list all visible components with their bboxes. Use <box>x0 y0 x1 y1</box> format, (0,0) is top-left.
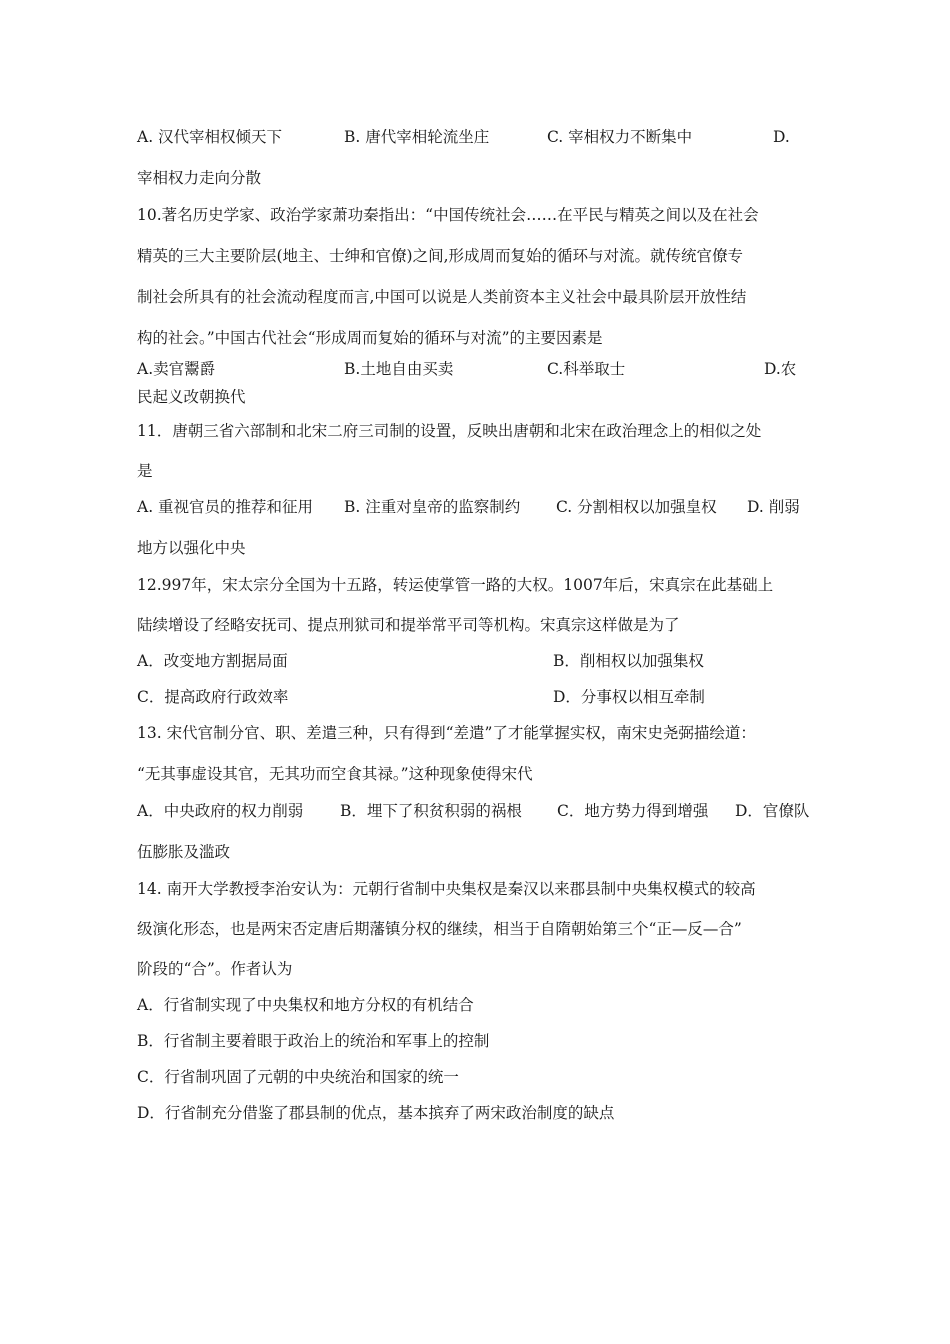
q14-option-d: D．行省制充分借鉴了郡县制的优点，基本摈弃了两宋政治制度的缺点 <box>137 1104 615 1122</box>
q13-stem-line-1: 13. 宋代官制分官、职、差遣三种，只有得到“差遣”了才能掌握实权，南宋史尧弼描绘道： <box>137 724 756 742</box>
q10-option-d: D.农 <box>764 360 797 378</box>
q12-option-b: B．削相权以加强集权 <box>553 652 704 670</box>
q9-option-a: A. 汉代宰相权倾天下 <box>137 128 283 146</box>
q11-stem-line-2: 是 <box>137 462 153 480</box>
q14-option-b: B．行省制主要着眼于政治上的统治和军事上的控制 <box>137 1032 490 1050</box>
q13-option-d-continued: 伍膨胀及滥政 <box>137 843 231 861</box>
q10-option-d-continued: 民起义改朝换代 <box>137 388 246 406</box>
q11-option-d-continued: 地方以强化中央 <box>137 539 246 557</box>
q13-stem-line-2: “无其事虚设其官，无其功而空食其禄。”这种现象使得宋代 <box>137 765 533 783</box>
q14-option-a: A．行省制实现了中央集权和地方分权的有机结合 <box>137 996 474 1014</box>
q10-option-c: C.科举取士 <box>547 360 626 378</box>
q10-stem-line-4: 构的社会。”中国古代社会“形成周而复始的循环与对流”的主要因素是 <box>137 329 603 347</box>
q12-stem-line-1: 12.997年，宋太宗分全国为十五路，转运使掌管一路的大权。1007年后，宋真宗在此基础上 <box>137 576 774 594</box>
q12-stem-line-2: 陆续增设了经略安抚司、提点刑狱司和提举常平司等机构。宋真宗这样做是为了 <box>137 616 680 634</box>
q12-option-c: C．提高政府行政效率 <box>137 688 289 706</box>
q14-option-c: C．行省制巩固了元朝的中央统治和国家的统一 <box>137 1068 459 1086</box>
q10-option-a: A.卖官鬻爵 <box>137 360 216 378</box>
q12-option-d: D．分事权以相互牵制 <box>553 688 705 706</box>
q11-option-d: D. 削弱 <box>747 498 800 516</box>
q12-option-a: A．改变地方割据局面 <box>137 652 288 670</box>
q11-option-a: A. 重视官员的推荐和征用 <box>137 498 314 516</box>
q13-option-b: B．埋下了积贫积弱的祸根 <box>340 802 522 820</box>
q14-stem-line-3: 阶段的“合”。作者认为 <box>137 960 293 978</box>
q14-stem-line-2: 级演化形态，也是两宋否定唐后期藩镇分权的继续，相当于自隋朝始第三个“正—反—合” <box>137 920 742 938</box>
q9-option-d-continued: 宰相权力走向分散 <box>137 169 262 187</box>
q11-option-b: B. 注重对皇帝的监察制约 <box>344 498 521 516</box>
q10-option-b: B.土地自由买卖 <box>344 360 454 378</box>
q10-stem-line-2: 精英的三大主要阶层(地主、士绅和官僚)之间,形成周而复始的循环与对流。就传统官僚专 <box>137 247 744 265</box>
q13-option-a: A．中央政府的权力削弱 <box>137 802 304 820</box>
q11-option-c: C. 分割相权以加强皇权 <box>556 498 717 516</box>
q9-option-d: D. <box>773 128 790 146</box>
q10-stem-line-1: 10.著名历史学家、政治学家萧功秦指出：“中国传统社会……在平民与精英之间以及在社会 <box>137 206 759 224</box>
q10-stem-line-3: 制社会所具有的社会流动程度而言,中国可以说是人类前资本主义社会中最具阶层开放性结 <box>137 288 747 306</box>
q9-option-c: C. 宰相权力不断集中 <box>547 128 693 146</box>
q14-stem-line-1: 14. 南开大学教授李治安认为：元朝行省制中央集权是秦汉以来郡县制中央集权模式的较高 <box>137 880 756 898</box>
q11-stem-line-1: 11．唐朝三省六部制和北宋二府三司制的设置，反映出唐朝和北宋在政治理念上的相似之处 <box>137 422 762 440</box>
q13-option-d: D．官僚队 <box>735 802 810 820</box>
q9-option-b: B. 唐代宰相轮流坐庄 <box>344 128 490 146</box>
q13-option-c: C．地方势力得到增强 <box>557 802 709 820</box>
